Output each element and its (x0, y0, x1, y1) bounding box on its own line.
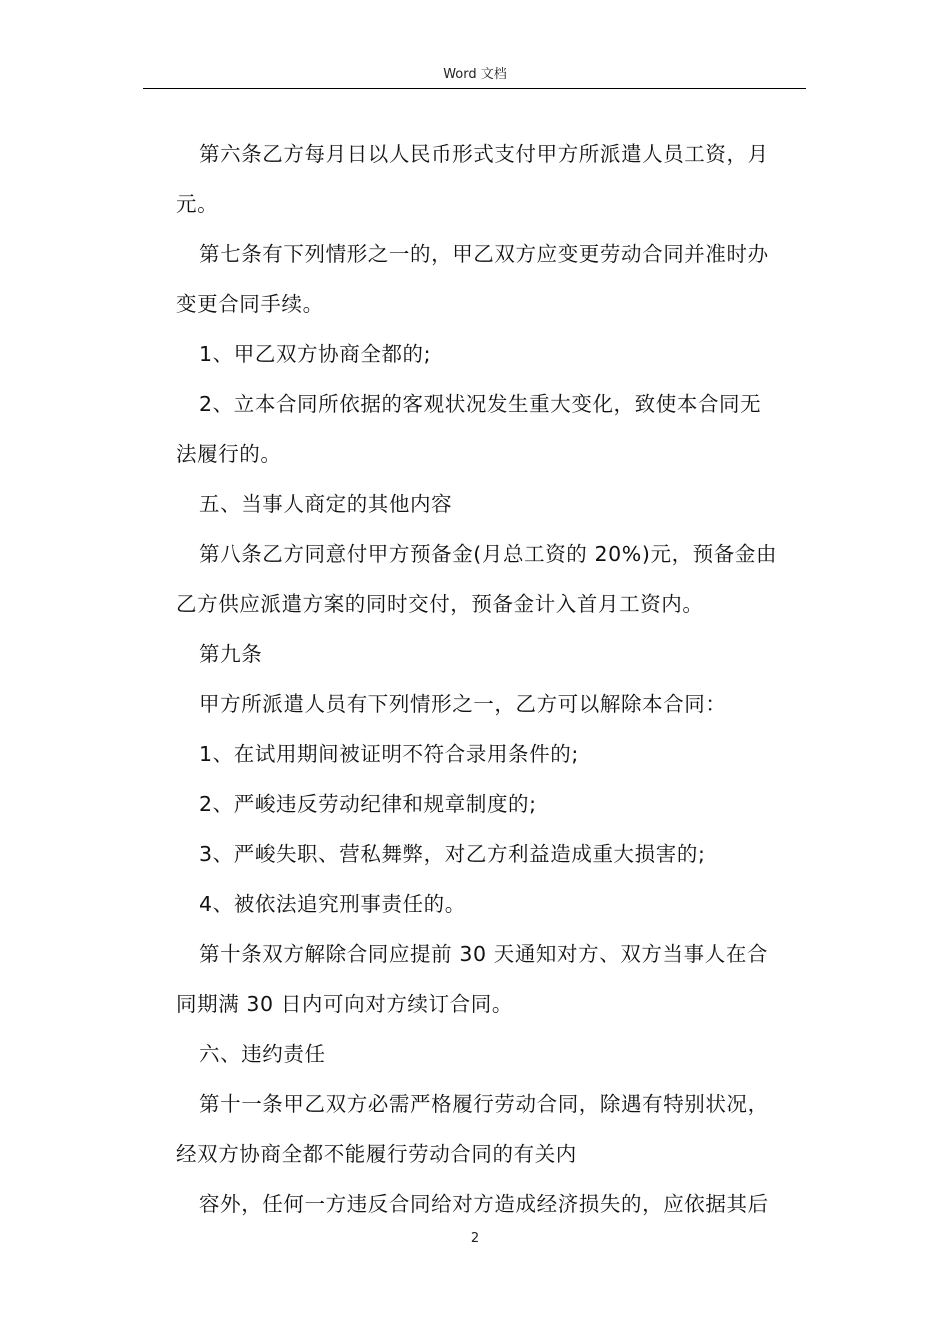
paragraph-line: 第十一条甲乙双方必需严格履行劳动合同，除遇有特别状况， (199, 1092, 769, 1116)
paragraph-line: 第七条有下列情形之一的，甲乙双方应变更劳动合同并准时办 (199, 242, 769, 266)
paragraph-line: 变更合同手续。 (176, 292, 324, 316)
paragraph-line: 甲方所派遣人员有下列情形之一，乙方可以解除本合同： (199, 692, 727, 716)
list-item: 4、被依法追究刑事责任的。 (199, 892, 466, 916)
section-heading: 五、当事人商定的其他内容 (199, 492, 453, 516)
article-heading: 第九条 (199, 642, 263, 666)
page-number: 2 (470, 1231, 480, 1246)
paragraph-line: 法履行的。 (176, 442, 282, 466)
paragraph-line: 第六条乙方每月日以人民币形式支付甲方所派遣人员工资，月 (199, 142, 769, 166)
paragraph-line: 第十条双方解除合同应提前 30 天通知对方、双方当事人在合 (199, 942, 769, 966)
paragraph-line: 容外，任何一方违反合同给对方造成经济损失的，应依据其后 (199, 1192, 769, 1216)
list-item: 3、严峻失职、营私舞弊，对乙方利益造成重大损害的; (199, 842, 706, 866)
paragraph-line: 元。 (176, 192, 219, 216)
paragraph-line: 同期满 30 日内可向对方续订合同。 (176, 992, 513, 1016)
list-item: 2、立本合同所依据的客观状况发生重大变化，致使本合同无 (199, 392, 762, 416)
list-item: 2、严峻违反劳动纪律和规章制度的; (199, 792, 537, 816)
header-divider (143, 88, 806, 89)
document-body (176, 129, 816, 1229)
page-header-title: Word 文档 (443, 67, 507, 82)
paragraph-line: 乙方供应派遣方案的同时交付，预备金计入首月工资内。 (176, 592, 704, 616)
paragraph-line: 第八条乙方同意付甲方预备金(月总工资的 20%)元，预备金由 (199, 542, 778, 566)
list-item: 1、甲乙双方协商全都的; (199, 342, 432, 366)
list-item: 1、在试用期间被证明不符合录用条件的; (199, 742, 579, 766)
paragraph-line: 经双方协商全都不能履行劳动合同的有关内 (176, 1142, 577, 1166)
section-heading: 六、违约责任 (199, 1042, 326, 1066)
